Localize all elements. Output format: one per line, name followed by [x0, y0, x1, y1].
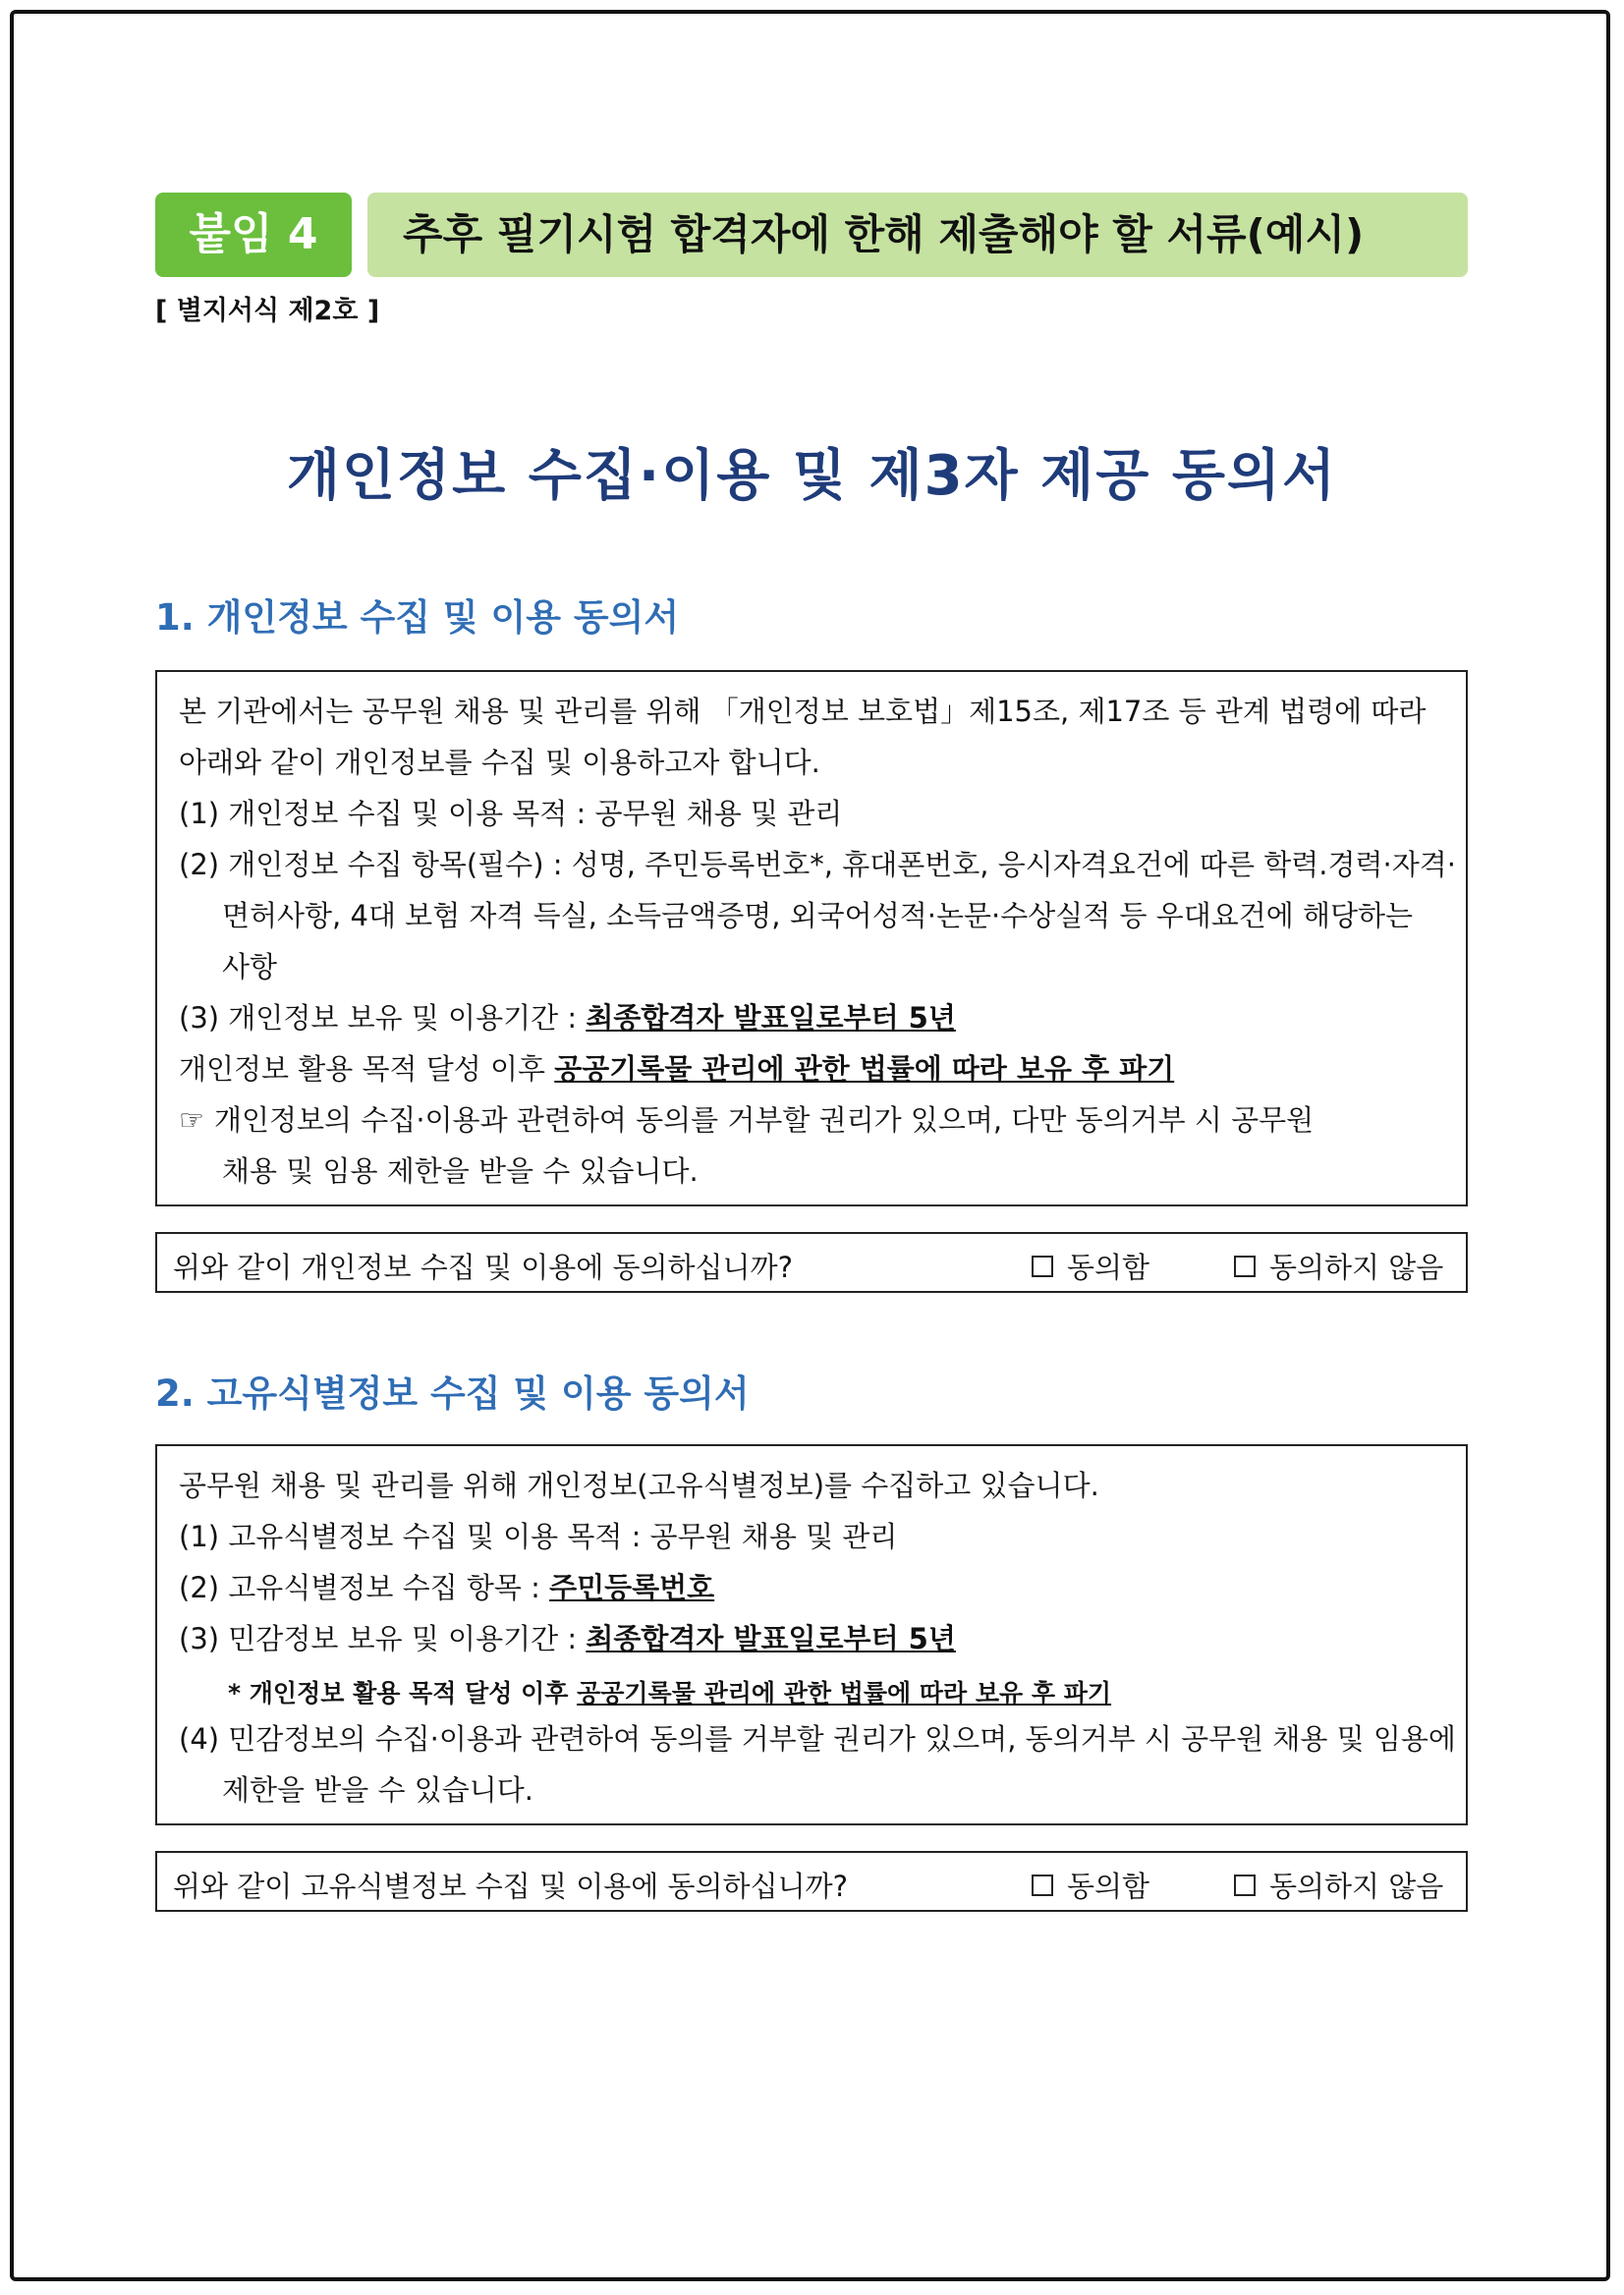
section2-consent-row [155, 1851, 1468, 1912]
section1-items: (2) 개인정보 수집 항목(필수) : 성명, 주민등록번호*, 휴대폰번호, 응시자격요건에 따른 학력.경력·자격· [179, 848, 1457, 881]
section1-notice-cont: 채용 및 임용 제한을 받을 수 있습니다. [222, 1154, 699, 1188]
section1-agree-option[interactable] [1032, 1246, 1149, 1286]
notice-text: 개인정보의 수집·이용과 관련하여 동의를 거부할 권리가 있으며, 다만 동의거부 시 공무원 [214, 1103, 1315, 1137]
disposal-value: 공공기록물 관리에 관한 법률에 따라 보유 후 파기 [554, 1052, 1175, 1086]
agree-label: 동의함 [1067, 1251, 1150, 1284]
items-value: 주민등록번호 [549, 1571, 715, 1604]
retention-value: 최종합격자 발표일로부터 5년 [586, 1001, 956, 1035]
attachment-header [155, 193, 1468, 277]
section2-agree-option[interactable] [1032, 1865, 1149, 1905]
section2-consent-question: 위와 같이 고유식별정보 수집 및 이용에 동의하십니까? [173, 1870, 849, 1903]
section2-items [179, 1566, 714, 1606]
section2-notice: (4) 민감정보의 수집·이용과 관련하여 동의를 거부할 권리가 있으며, 동의거부 시 공무원 채용 및 임용에 [179, 1722, 1456, 1756]
disagree-label: 동의하지 않음 [1269, 1251, 1444, 1284]
section1-purpose: (1) 개인정보 수집 및 이용 목적 : 공무원 채용 및 관리 [179, 797, 843, 830]
section2-retention [179, 1617, 956, 1657]
section1-line: 아래와 같이 개인정보를 수집 및 이용하고자 합니다. [179, 746, 820, 779]
attachment-tag: 붙임 4 [155, 193, 352, 277]
section2-note [228, 1674, 1111, 1709]
pointing-hand-icon: ☞ [179, 1103, 204, 1137]
section1-items-cont: 면허사항, 4대 보험 자격 득실, 소득금액증명, 외국어성적·논문·수상실적 등 우대요건에 해당하는 [222, 899, 1414, 932]
disagree-label: 동의하지 않음 [1269, 1870, 1444, 1903]
disagree-checkbox[interactable] [1234, 1256, 1256, 1277]
note-value: 공공기록물 관리에 관한 법률에 따라 보유 후 파기 [577, 1679, 1112, 1707]
section1-consent-question: 위와 같이 개인정보 수집 및 이용에 동의하십니까? [173, 1251, 793, 1284]
disposal-label: 개인정보 활용 목적 달성 이후 [179, 1052, 555, 1086]
note-label: * 개인정보 활용 목적 달성 이후 [228, 1679, 578, 1707]
section1-items-cont: 사항 [222, 950, 278, 983]
section2-intro: 공무원 채용 및 관리를 위해 개인정보(고유식별정보)를 수집하고 있습니다. [179, 1469, 1099, 1502]
section1-line: 본 기관에서는 공무원 채용 및 관리를 위해 「개인정보 보호법」제15조, 제17조 등 관계 법령에 따라 [179, 695, 1427, 728]
section1-consent-row [155, 1232, 1468, 1293]
section1-disposal [179, 1047, 1174, 1088]
retention-label: (3) 개인정보 보유 및 이용기간 : [179, 1001, 587, 1035]
section2-disagree-option[interactable] [1234, 1865, 1443, 1905]
form-number: [ 별지서식 제2호 ] [155, 296, 380, 326]
agree-label: 동의함 [1067, 1870, 1150, 1903]
agree-checkbox[interactable] [1032, 1875, 1053, 1896]
section2-purpose: (1) 고유식별정보 수집 및 이용 목적 : 공무원 채용 및 관리 [179, 1520, 898, 1553]
disagree-checkbox[interactable] [1234, 1875, 1256, 1896]
section1-notice [179, 1098, 1314, 1139]
section1-disagree-option[interactable] [1234, 1246, 1443, 1286]
retention-label: (3) 민감정보 보유 및 이용기간 : [179, 1622, 587, 1655]
agree-checkbox[interactable] [1032, 1256, 1053, 1277]
attachment-title: 추후 필기시험 합격자에 한해 제출해야 할 서류(예시) [367, 193, 1468, 277]
items-label: (2) 고유식별정보 수집 항목 : [179, 1571, 550, 1604]
retention-value: 최종합격자 발표일로부터 5년 [586, 1622, 956, 1655]
section1-heading: 1. 개인정보 수집 및 이용 동의서 [155, 596, 680, 639]
section1-retention [179, 996, 956, 1036]
document-title: 개인정보 수집·이용 및 제3자 제공 동의서 [286, 444, 1338, 508]
section2-heading: 2. 고유식별정보 수집 및 이용 동의서 [155, 1372, 750, 1415]
section2-notice-cont: 제한을 받을 수 있습니다. [222, 1773, 534, 1807]
section2-content-box [155, 1444, 1468, 1825]
section1-content-box [155, 670, 1468, 1206]
